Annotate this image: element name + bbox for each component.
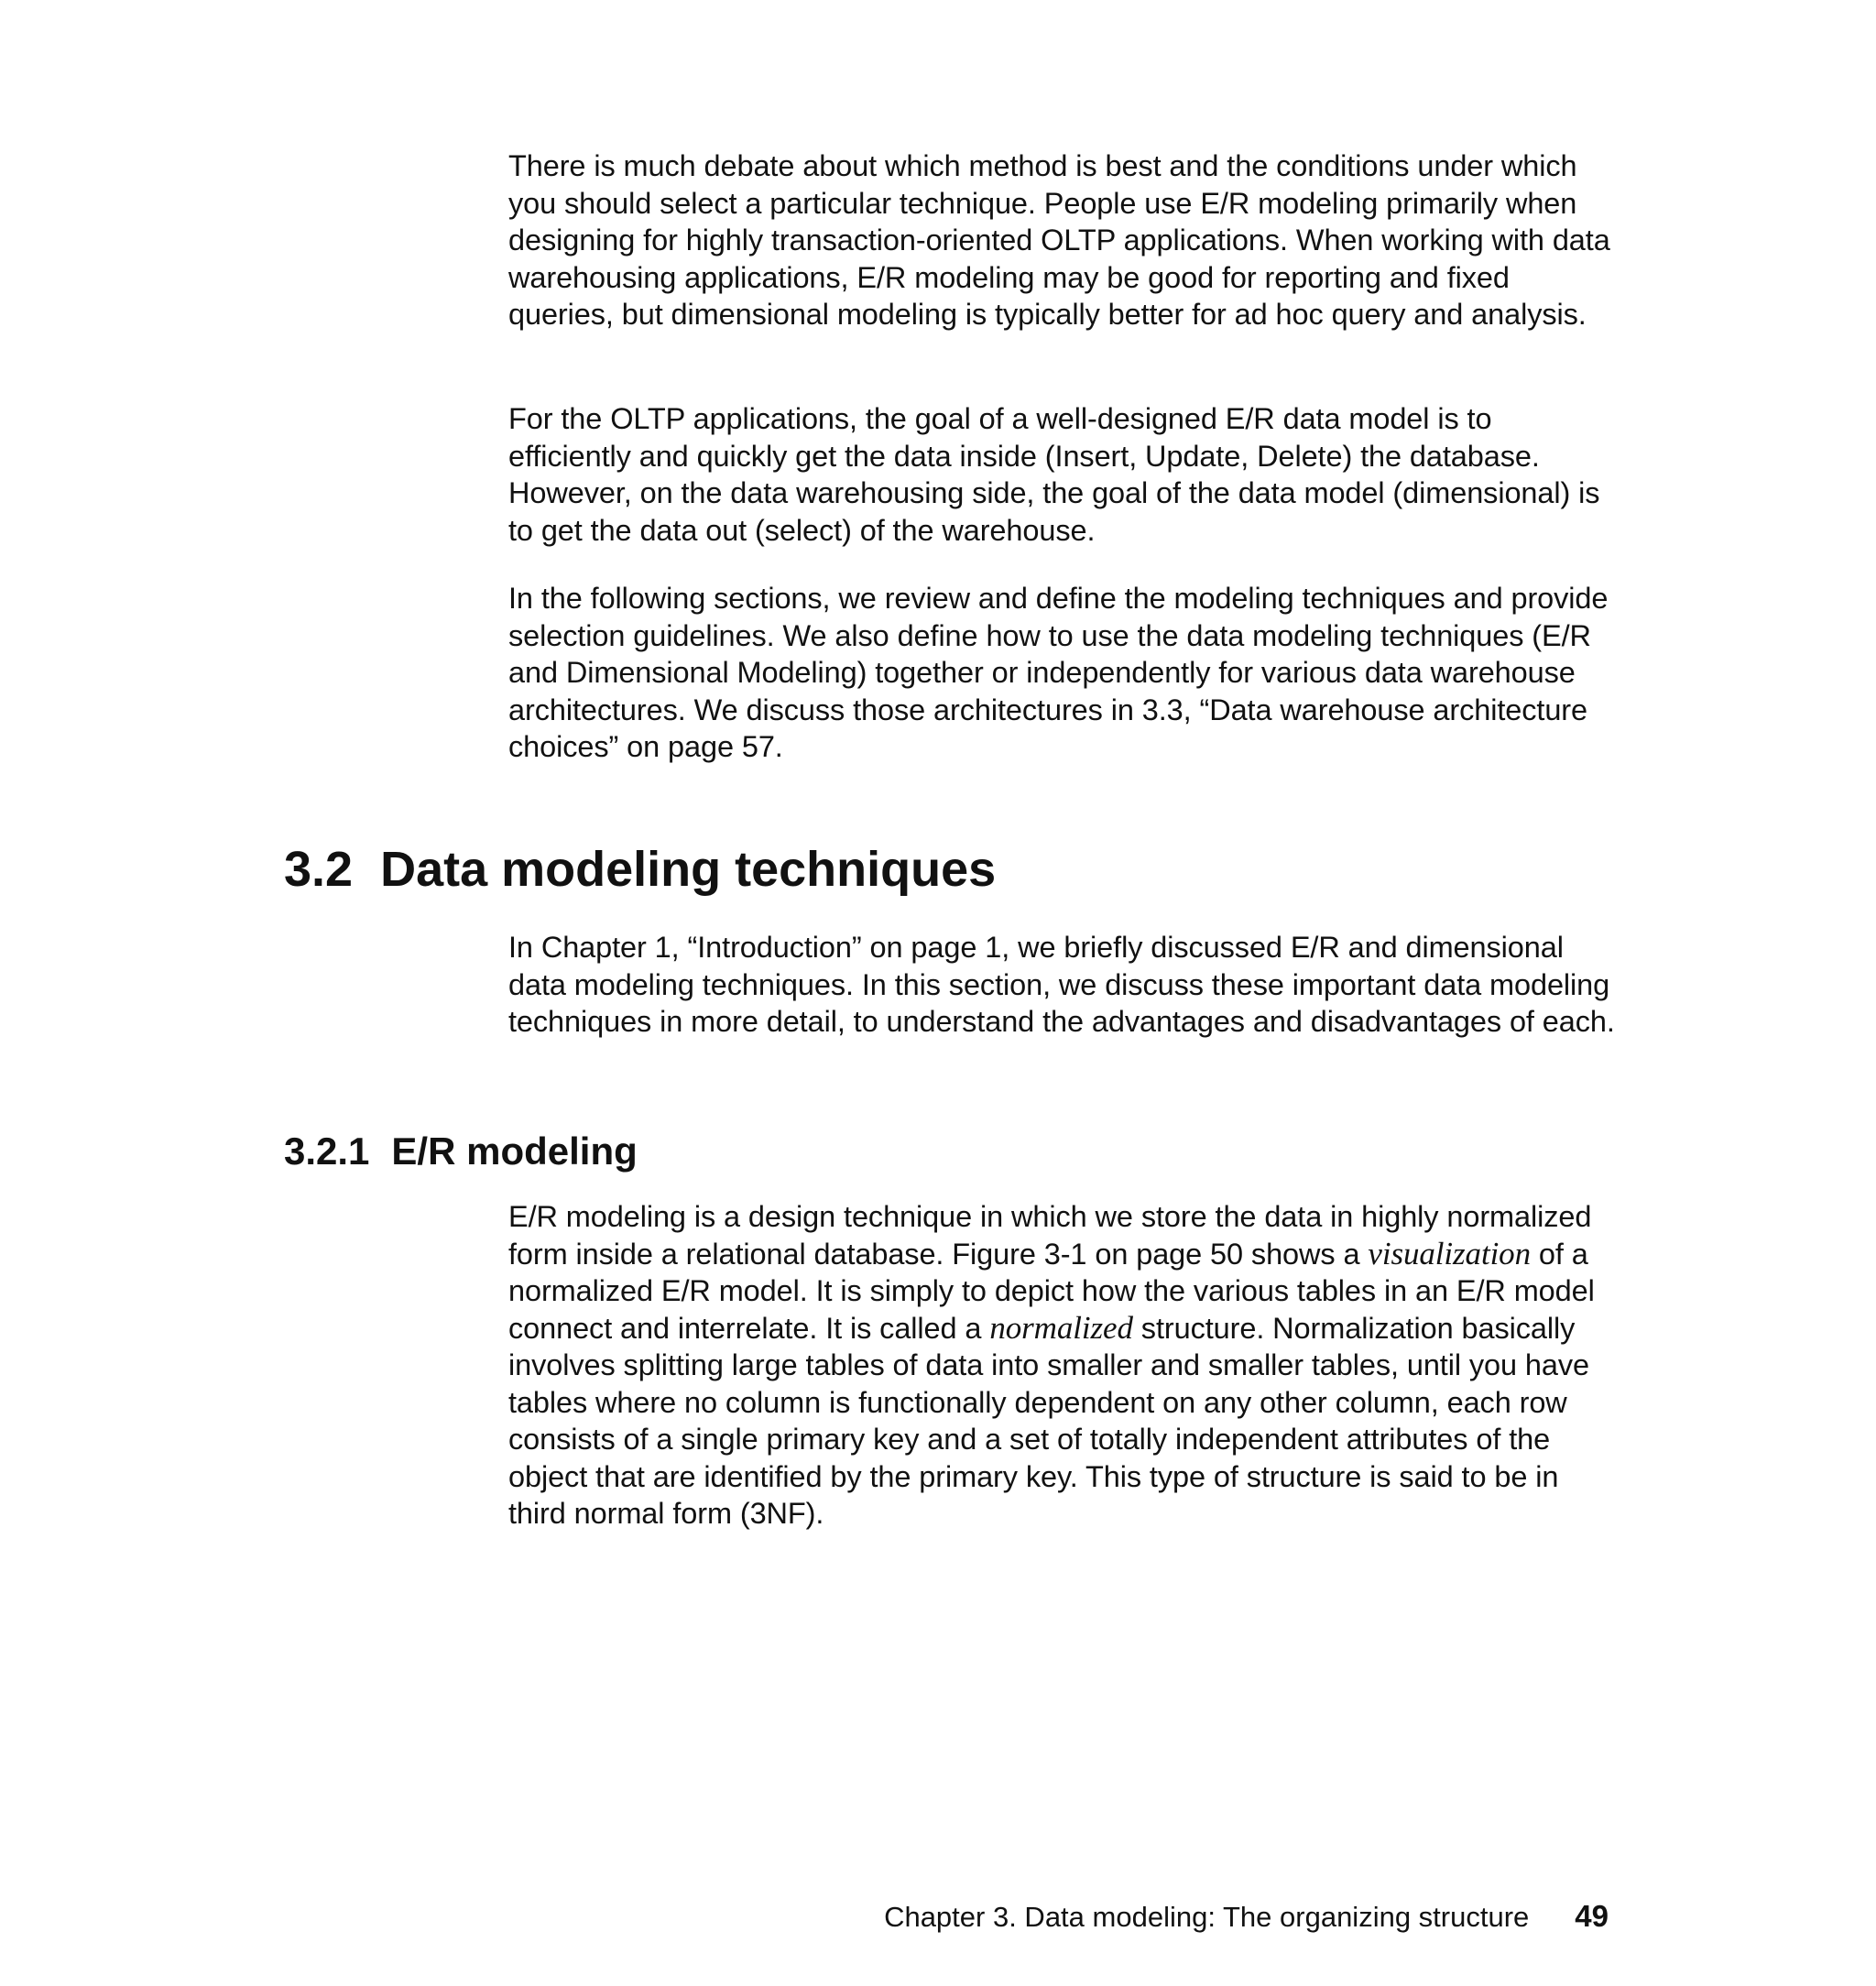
subsection-heading (284, 1128, 638, 1175)
intro-paragraph-3: In the following sections, we review and define the modeling techniques and provide selection guidelines. We also define how to use the data modeling techniques (E/R and Dimensional Modeling) together or independently for various data warehouse architectures. We discuss those architectures in 3.3, “Data warehouse architecture choices” on page 57. (508, 582, 1609, 763)
emphasis-visualization: visualization (1368, 1235, 1531, 1271)
page-footer (884, 1898, 1609, 1936)
subsection-paragraph (508, 1198, 1617, 1533)
section-number: 3.2 (284, 842, 354, 897)
subsection-text-a: E/R modeling is a design technique in which we store the data in highly normalized form inside a relational database. Figure 3-1 on page 50 shows a (508, 1200, 1592, 1271)
subsection-title: E/R modeling (391, 1129, 638, 1173)
section-title: Data modeling techniques (380, 842, 997, 897)
page-number: 49 (1575, 1899, 1609, 1933)
emphasis-normalized: normalized (989, 1309, 1133, 1346)
intro-paragraph-3-block (508, 580, 1617, 766)
intro-paragraph-1: There is much debate about which method is best and the conditions under which you should select a particular technique. People use E/R modeling primarily when designing for highly transaction-oriented OLTP applications. When working with data warehousing applications, E/R modeling may be good for reporting and fixed queries, but dimensional modeling is typically better for ad hoc query and analysis. (508, 149, 1610, 331)
section-heading (284, 839, 996, 900)
section-paragraph-block (508, 929, 1617, 1041)
footer-chapter-title: Chapter 3. Data modeling: The organizing structure (884, 1901, 1530, 1933)
intro-paragraph-1-block (508, 147, 1617, 333)
subsection-text-b: of a normalized E/R model. It is simply to depict how the various tables in an E/R model connect and interrelate. It is called a (508, 1237, 1595, 1345)
intro-paragraph-2: For the OLTP applications, the goal of a well-designed E/R data model is to efficiently and quickly get the data inside (Insert, Update, Delete) the database. However, on the data warehousing side, the goal of the data model (dimensional) is to get the data out (select) of the warehouse. (508, 402, 1600, 547)
section-paragraph: In Chapter 1, “Introduction” on page 1, we briefly discussed E/R and dimensional data modeling techniques. In this section, we discuss these important data modeling techniques in more detail, to understand the advantages and disadvantages of each. (508, 931, 1615, 1038)
intro-paragraph-2-block (508, 400, 1617, 549)
subsection-paragraph-block (508, 1198, 1617, 1533)
subsection-text-c: structure. Normalization basically involves splitting large tables of data into smaller and smaller tables, until you have tables where no column is functionally dependent on any other column, each row consists of a single primary key and a set of totally independent attributes of the object that are identified by the primary key. This type of structure is said to be in third normal form (3NF). (508, 1311, 1589, 1530)
subsection-number: 3.2.1 (284, 1129, 370, 1173)
